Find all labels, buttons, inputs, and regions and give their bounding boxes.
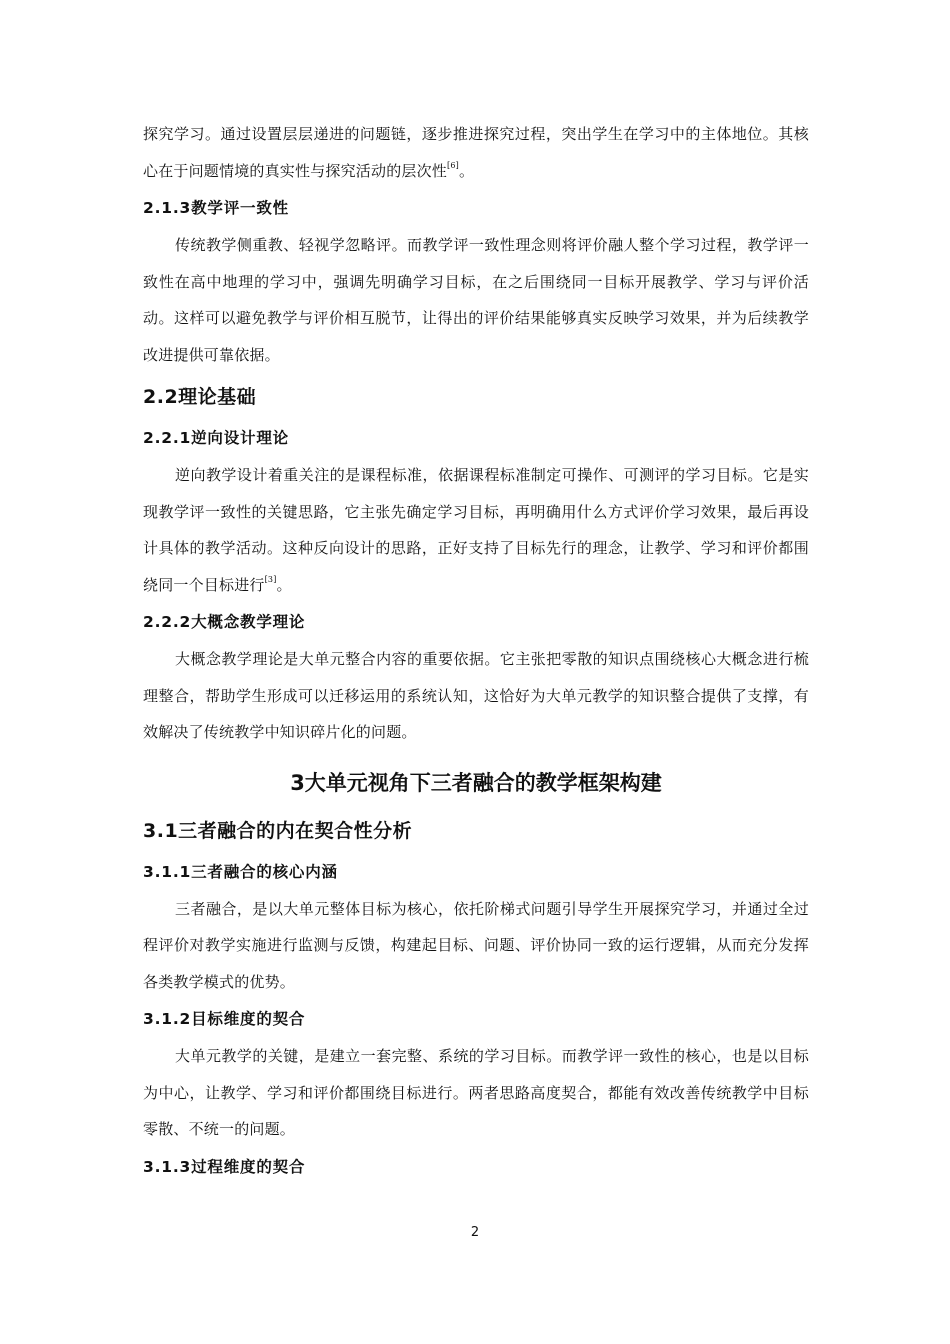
heading-2-2: 2.2理论基础 [143, 386, 257, 408]
heading-2-2-1: 2.2.1逆向设计理论 [143, 429, 289, 447]
paragraph-2-1-3: 传统教学侧重教、轻视学忽略评。而教学评一致性理念则将评价融人整个学习过程，教学评一致性在高中地理的学习中，强调先明确学习目标，在之后围绕同一目标开展教学、学习与评价活动。这样可以避免教学与评价相互脱节，让得出的评价结果能够真实反映学习效果，并为后续教学改进提供可靠依据。 [143, 236, 809, 364]
heading-2-2-2: 2.2.2大概念教学理论 [143, 613, 306, 631]
intro-end: 。 [458, 161, 475, 180]
paragraph-2-2-2: 大概念教学理论是大单元整合内容的重要依据。它主张把零散的知识点围绕核心大概念进行梳理整合，帮助学生形成可以迁移运用的系统认知，这恰好为大单元教学的知识整合提供了支撑，有效解决了传统教学中知识碎片化的问题。 [143, 650, 809, 741]
citation-6: [6] [447, 160, 459, 170]
citation-3: [3] [264, 574, 277, 584]
paragraph-3-1-2: 大单元教学的关键，是建立一套完整、系统的学习目标。而教学评一致性的核心，也是以目标为中心，让教学、学习和评价都围绕目标进行。两者思路高度契合，都能有效改善传统教学中目标零散、不统一的问题。 [143, 1047, 809, 1138]
intro-text: 探究学习。通过设置层层递进的问题链，逐步推进探究过程，突出学生在学习中的主体地位。其核心在于问题情境的真实性与探究活动的层次性 [143, 125, 809, 180]
paragraph-3-1-1: 三者融合，是以大单元整体目标为核心，依托阶梯式问题引导学生开展探究学习，并通过全过程评价对教学实施进行监测与反馈，构建起目标、问题、评价协同一致的运行逻辑，从而充分发挥各类教学模式的优势。 [143, 899, 809, 991]
chapter-3-title: 3大单元视角下三者融合的教学框架构建 [290, 770, 662, 795]
heading-3-1: 3.1三者融合的内在契合性分析 [143, 819, 413, 842]
heading-3-1-2: 3.1.2目标维度的契合 [143, 1010, 306, 1028]
heading-3-1-3: 3.1.3过程维度的契合 [143, 1157, 306, 1176]
page-content [143, 116, 809, 1186]
paragraph-2-2-1-text: 逆向教学设计着重关注的是课程标准，依据课程标准制定可操作、可测评的学习目标。它是实现教学评一致性的关键思路，它主张先确定学习目标，再明确用什么方式评价学习效果，最后再设计具体的教学活动。这种反向设计的思路，正好支持了目标先行的理念，让教学、学习和评价都围绕同一个目标进行 [143, 466, 809, 594]
intro-paragraph [143, 116, 809, 189]
heading-2-1-3: 2.1.3教学评一致性 [143, 199, 289, 217]
paragraph-2-2-1 [143, 457, 809, 603]
heading-3-1-1: 3.1.1三者融合的核心内涵 [143, 862, 338, 881]
paragraph-2-2-1-end: 。 [276, 575, 292, 594]
page-number: 2 [470, 1225, 480, 1240]
